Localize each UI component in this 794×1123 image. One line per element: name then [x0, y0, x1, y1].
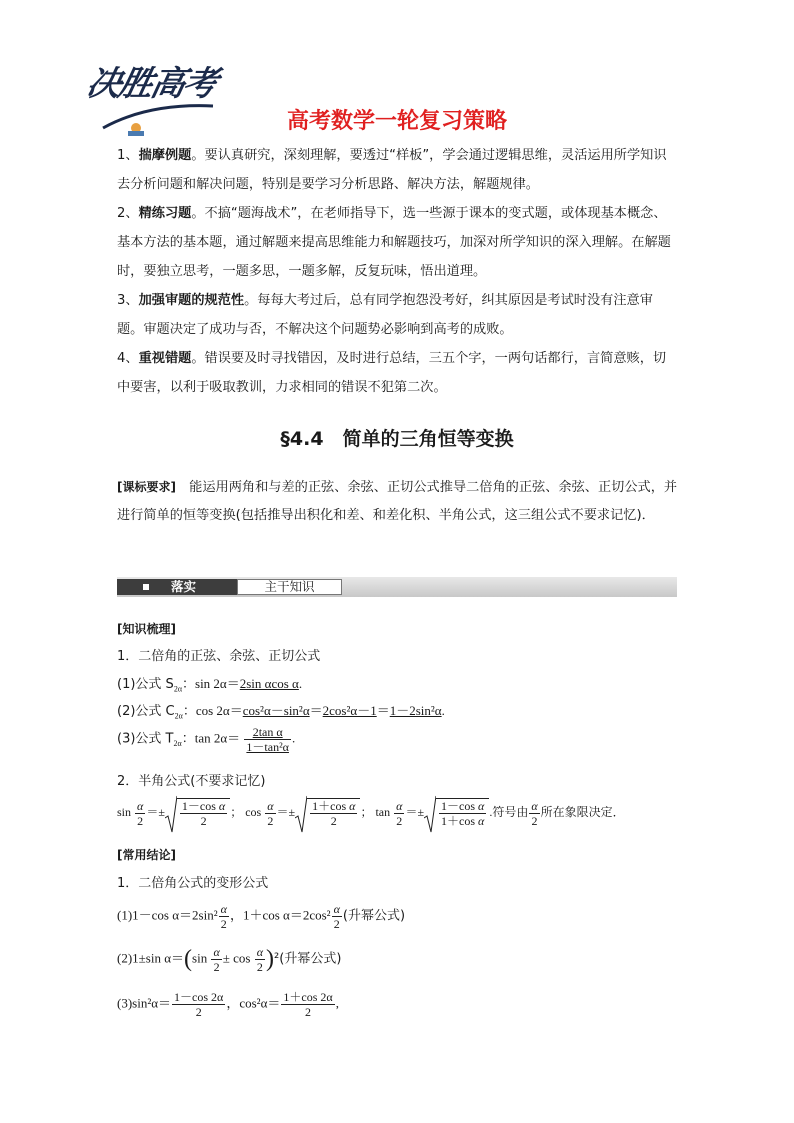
fraction-num: 1＋cos 2α — [283, 990, 333, 1004]
strategy-body: 。要认真研究，深刻理解，要透过“样板”，学会通过逻辑思维，灵活运用所学知识去分析问题和解决问题，特别是要学习分析思路、解决方法，解题规律。 — [117, 148, 667, 192]
logo-text: 决胜高考 — [83, 64, 220, 104]
fraction-den: 1－tan²α — [246, 740, 289, 754]
strategy-head: 重视错题 — [138, 351, 192, 366]
strategy-head: 揣摩例题 — [138, 148, 192, 163]
square-icon — [143, 584, 149, 590]
strategy-body: 。错误要及时寻找错因，及时进行总结，三五个字，一两句话都行，言简意赅，切中要害，以利于吸取教训，力求相同的错误不犯第二次。 — [117, 351, 667, 395]
knowledge-item-2: 2．半角公式(不要求记忆) — [117, 774, 266, 789]
strategy-body: 。每每大考过后，总有同学抱怨没考好，纠其原因是考试时没有注意审题。审题决定了成功与否，不解决这个问题势必影响到高考的成败。 — [117, 293, 653, 337]
formula-text: ，cos²α＝ — [226, 995, 281, 1011]
strategy-num: 3、 — [117, 293, 139, 308]
strategy-head: 加强审题的规范性 — [138, 293, 245, 308]
formula-text: (1)1－cos α＝2sin² — [117, 907, 218, 923]
strategy-body: 。不搞“题海战术”，在老师指导下，选一些源于课本的变式题，或体现基本概念、基本方法的基本题，通过解题来提高思维能力和解题技巧，加深对所学知识的深入理解。在解题时，要独立思考，一题多思，一题多解，反复玩味，悟出道理。 — [117, 206, 671, 279]
formula-note: ²(升幂公式) — [274, 951, 342, 967]
section-bar — [117, 577, 677, 597]
formula-label: (2)公式 C — [117, 704, 175, 719]
half-note: 符号由 — [492, 804, 529, 819]
half-note-2: 所在象限决定． — [540, 804, 625, 819]
strategy-num: 2、 — [117, 206, 139, 221]
formula-answer: 2sin αcos α — [239, 676, 299, 691]
formula-c2: (2)1±sin α＝(sin $\frac{\alpha}{2}$ ± cos $\frac{\alpha}{2}$ )²(升幂公式) — [117, 945, 342, 974]
formula-text: (2)1±sin α＝ — [117, 950, 185, 966]
two: 2 — [220, 917, 227, 931]
fraction-num: 2tan α — [244, 725, 291, 740]
formula-c3: (3)sin²α＝ $\frac{1-\cos 2\alpha}{2}$ ，cos²α＝ $\frac{1+\cos 2\alpha}{2}$ , — [117, 990, 339, 1019]
bar-dark-label: 落实 — [171, 579, 197, 594]
common-tag: [常用结论] — [117, 848, 176, 862]
formula-answer: cos²α－sin²α — [242, 703, 310, 718]
formula-text: ：tan 2α＝ — [181, 730, 241, 746]
strategy-num: 1、 — [117, 148, 139, 163]
strategy-item-3 — [117, 286, 679, 344]
bar-dark — [117, 579, 237, 595]
formula-label: (3)公式 T — [117, 731, 174, 747]
common-item-1: 1．二倍角公式的变形公式 — [117, 876, 269, 891]
fraction-num: 1－cos 2α — [174, 990, 224, 1004]
curriculum-requirement — [117, 473, 679, 530]
strategy-num: 4、 — [117, 351, 139, 366]
main-title: 高考数学一轮复习策略 — [286, 109, 507, 134]
requirement-text: 能运用两角和与差的正弦、余弦、正切公式推导二倍角的正弦、余弦、正切公式，并进行简单的恒等变换(包括推导出积化和差、和差化积、半角公式，这三组公式不要求记忆)． — [117, 480, 678, 523]
half-angle-formulas: sin $\frac{\alpha}{2}$ ＝± $\frac{\text{1－cos α}}{2}$ ； cos $\frac{\alpha}{2}$ ＝± $\frac{\text{1＋cos α}}{2}$ ； tan $\frac{\alpha}{2}$ ＝± $\frac{\text{1－cos α}}{\text{1＋cos α}}$ .符号由 $\frac{\alpha}{2}$ 所在象限决定． — [117, 798, 625, 828]
formula-s2a: (1)公式 $S_{2\alpha}$：sin 2α＝2sin αcos α. — [117, 676, 303, 694]
formula-c1: (1)1－cos α＝2sin² $\frac{\alpha}{2}$ ，1＋cos α＝2cos² $\frac{\alpha}{2}$ (升幂公式) — [117, 902, 406, 931]
formula-answer: 2cos²α－1 — [322, 703, 377, 718]
formula-c2a: (2)公式 $C_{2\alpha}$：cos 2α＝cos²α－sin²α＝2cos²α－1＝1－2sin²α. — [117, 703, 445, 721]
formula-text: (3)sin²α＝ — [117, 995, 172, 1011]
fraction — [244, 725, 291, 754]
strategy-head: 精练习题 — [138, 206, 192, 221]
section-title: §4.4 简单的三角恒等变换 — [280, 428, 514, 450]
strategy-item-4 — [117, 344, 679, 402]
formula-label: (1)公式 S — [117, 677, 174, 692]
formula-text: ：cos 2α＝ — [182, 703, 243, 718]
formula-note: (升幂公式) — [342, 908, 406, 924]
bar-light: 主干知识 — [237, 579, 342, 595]
formula-text: ：sin 2α＝ — [182, 676, 240, 691]
formula-text: ，1＋cos α＝2cos² — [229, 907, 331, 923]
formula-answer: 1－2sin²α — [389, 703, 442, 718]
strategy-item-2 — [117, 199, 679, 286]
formula-t2a: (3)公式 $T_{2\alpha}$：tan 2α＝ $\frac{\text{2tan α}}{\text{1－tan²α}}$ . — [117, 725, 296, 754]
knowledge-item-1: 1．二倍角的正弦、余弦、正切公式 — [117, 649, 321, 664]
strategy-item-1 — [117, 141, 679, 199]
knowledge-tag: [知识梳理] — [117, 622, 176, 636]
requirement-tag: [课标要求] — [117, 480, 176, 494]
alpha: α — [220, 902, 227, 916]
